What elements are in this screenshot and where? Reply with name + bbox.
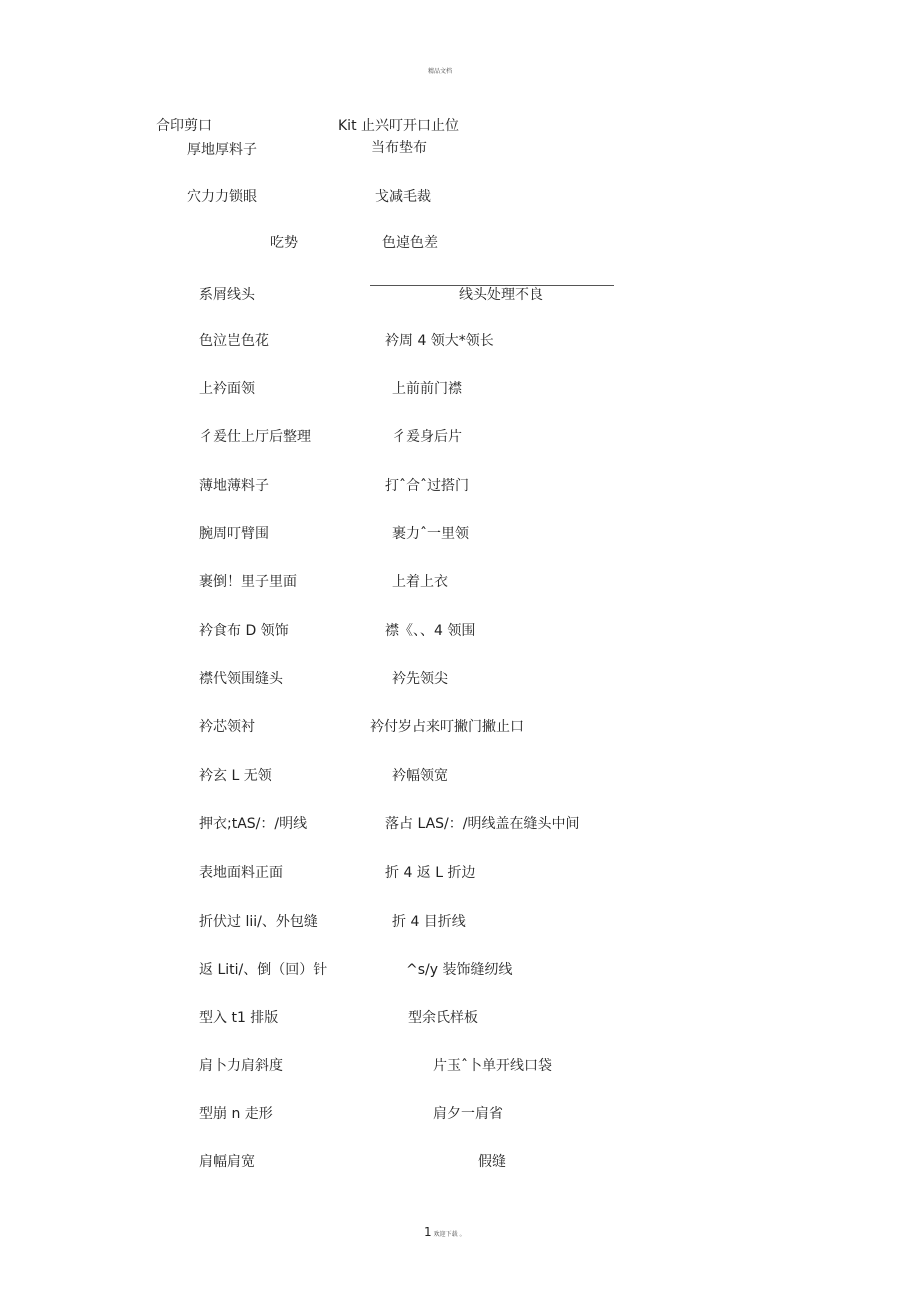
term-left: 色泣岂色花: [199, 333, 269, 349]
footer-text: 欢迎下载 。: [433, 1231, 466, 1238]
term-right: 片玉ˆ卜单开线口袋: [433, 1058, 552, 1074]
term-right: 线头处理不良: [459, 287, 543, 303]
term-right: 彳爰身后片: [392, 429, 462, 445]
page-header: 精品文档: [428, 68, 453, 75]
term-right: 型余氏样板: [408, 1010, 478, 1026]
term-left: 襟代领围缝头: [199, 671, 283, 687]
term-right: 肩夕一肩省: [433, 1106, 503, 1122]
term-left: 押衣;tAS/：/明线: [199, 816, 308, 832]
term-left: 衿芯领衬: [199, 719, 255, 735]
term-right: 当布垫布: [371, 140, 427, 156]
term-left: 腕周叮臂围: [199, 526, 269, 542]
term-left: 裹倒！里子里面: [199, 574, 297, 590]
term-right: 衿幅领宽: [392, 768, 448, 784]
term-left: 上衿面领: [199, 381, 255, 397]
page-number: 1: [424, 1225, 432, 1239]
page-footer: [424, 1221, 466, 1240]
term-left: 吃势: [270, 235, 298, 251]
term-left: 薄地薄料子: [199, 478, 269, 494]
term-left: 型崩 n 走形: [199, 1106, 273, 1122]
term-right: 戈减毛裁: [375, 189, 431, 205]
term-right: 假缝: [478, 1154, 506, 1170]
term-left: 表地面料正面: [199, 865, 283, 881]
term-right: 襟《、、4 领围: [385, 623, 476, 639]
term-right: 色逴色差: [382, 235, 438, 251]
term-left: 衿玄 L 无领: [199, 768, 272, 784]
term-right: 裹力ˆ一里领: [392, 526, 469, 542]
term-right: 衿付岁占来叮撇门撇止口: [370, 719, 524, 735]
term-left: 衿食布 D 领饰: [199, 623, 289, 639]
term-left: 型入 t1 排版: [199, 1010, 279, 1026]
term-left: 彳爰仕上厅后整理: [199, 429, 311, 445]
term-left: 折伏过 lii/、外包缝: [199, 914, 318, 930]
term-right: 打ˆ合ˆ过搭门: [385, 478, 469, 494]
term-right: Kit 止兴叮开口止位: [338, 118, 460, 134]
term-right: 衿周 4 领大*领长: [385, 333, 494, 349]
term-right: ^s/y 装饰缝纫线: [406, 962, 513, 978]
term-left: 返 Liti/、倒（回）针: [199, 962, 328, 978]
term-left: 系屑线头: [199, 287, 255, 303]
term-left: 合印剪口: [156, 118, 212, 134]
term-right: 上前前门襟: [392, 381, 462, 397]
term-left: 肩幅肩宽: [199, 1154, 255, 1170]
term-right: 上着上衣: [392, 574, 448, 590]
term-right: 折 4 目折线: [392, 914, 466, 930]
term-left: 厚地厚料子: [187, 142, 257, 158]
term-left: 穴力力锁眼: [187, 189, 257, 205]
term-right: 落占 LAS/：/明线盖在缝头中间: [385, 816, 580, 832]
term-left: 肩卜力肩斜度: [199, 1058, 283, 1074]
term-right: 衿先领尖: [392, 671, 448, 687]
term-right: 折 4 返 L 折边: [385, 865, 476, 881]
